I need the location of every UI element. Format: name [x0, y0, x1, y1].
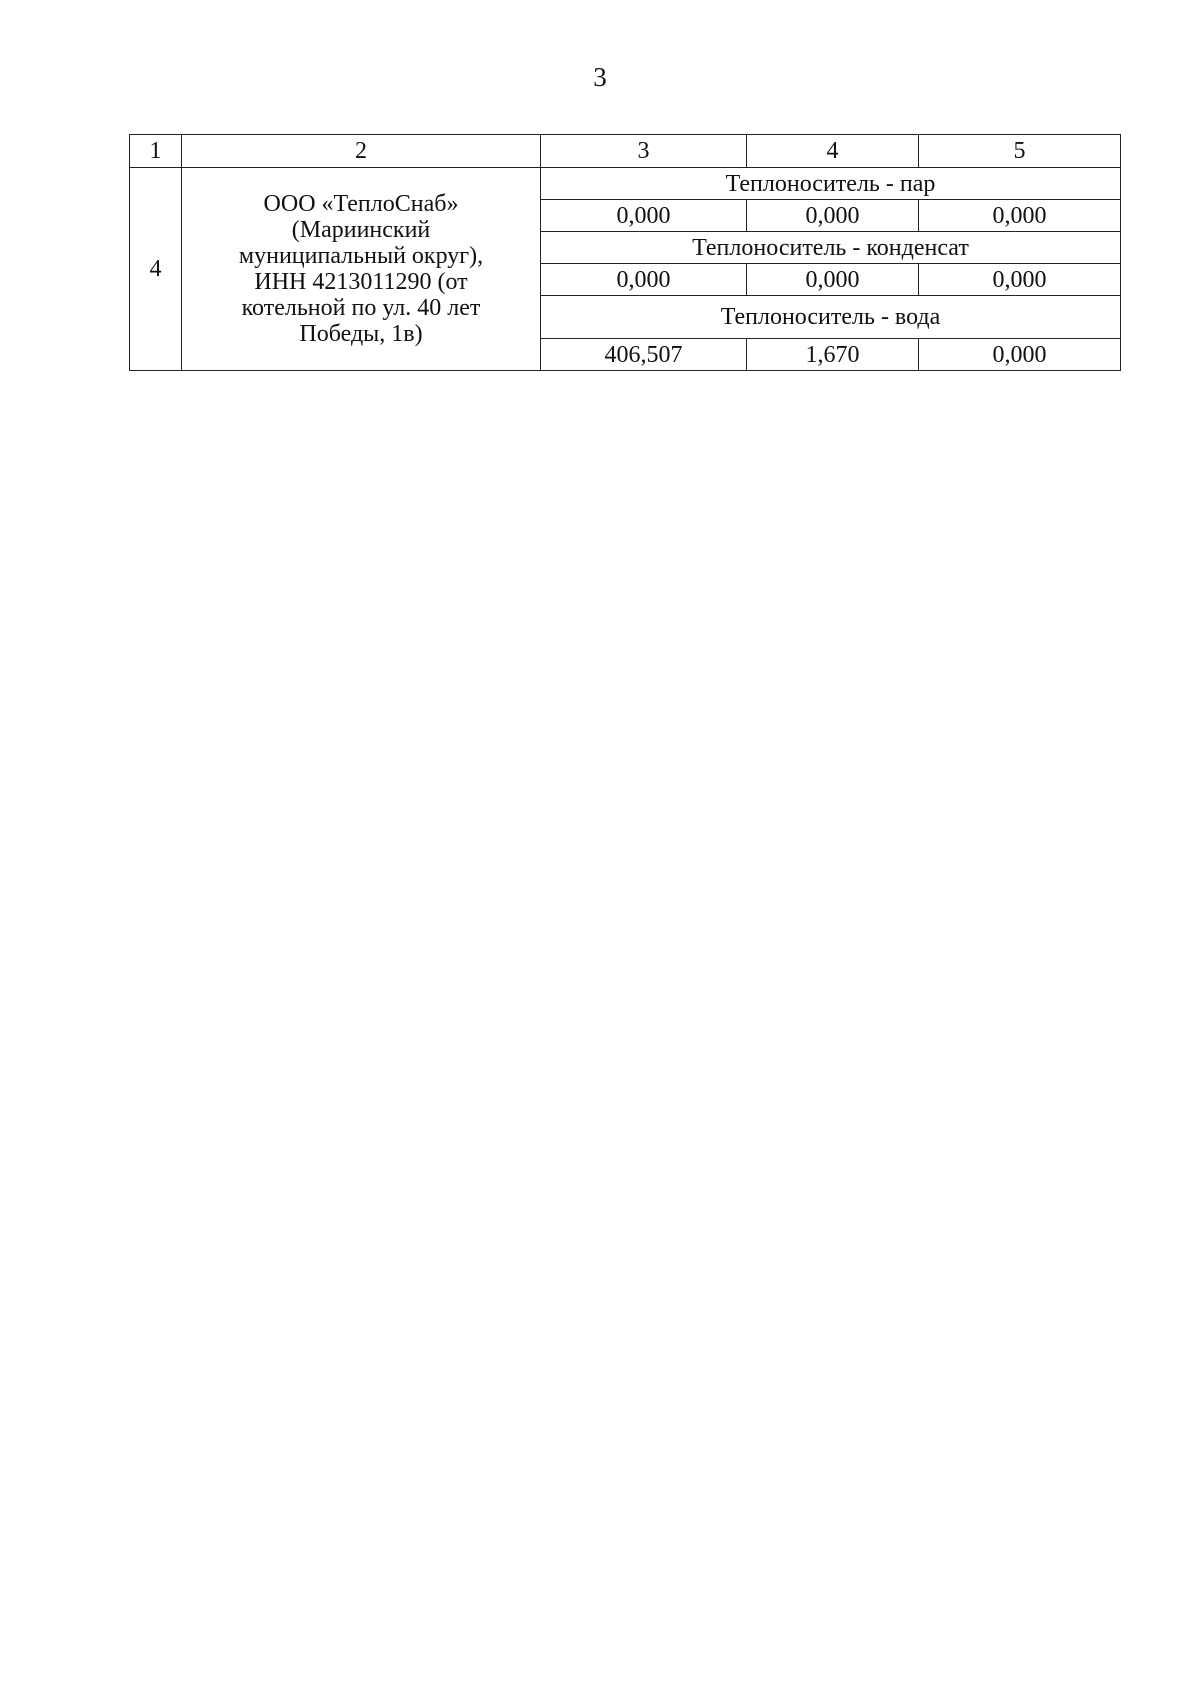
organization-line: Победы, 1в)	[299, 321, 423, 347]
table-row	[130, 168, 1121, 200]
value-cell: 0,000	[747, 200, 919, 232]
organization-line: ИНН 4213011290 (от	[254, 269, 468, 295]
section-title-condensate: Теплоноситель - конденсат	[541, 232, 1121, 264]
organization-line: котельной по ул. 40 лет	[241, 295, 481, 321]
header-cell: 4	[747, 135, 919, 168]
organization-cell	[182, 168, 541, 371]
value-cell: 0,000	[541, 200, 747, 232]
value-cell: 0,000	[919, 339, 1121, 371]
section-title-steam: Теплоноситель - пар	[541, 168, 1121, 200]
organization-line: ООО «ТеплоСнаб»	[263, 191, 459, 217]
header-row	[130, 135, 1121, 168]
row-number-cell: 4	[130, 168, 182, 371]
value-cell: 406,507	[541, 339, 747, 371]
header-cell: 2	[182, 135, 541, 168]
value-cell: 0,000	[747, 264, 919, 296]
data-table	[129, 134, 1121, 371]
organization-line: (Мариинский	[291, 217, 431, 243]
value-cell: 0,000	[919, 200, 1121, 232]
header-cell: 1	[130, 135, 182, 168]
value-cell: 1,670	[747, 339, 919, 371]
value-cell: 0,000	[541, 264, 747, 296]
section-title-water: Теплоноситель - вода	[541, 296, 1121, 339]
value-cell: 0,000	[919, 264, 1121, 296]
page-number: 3	[593, 62, 607, 92]
header-cell: 5	[919, 135, 1121, 168]
organization-line: муниципальный округ),	[238, 243, 484, 269]
header-cell: 3	[541, 135, 747, 168]
